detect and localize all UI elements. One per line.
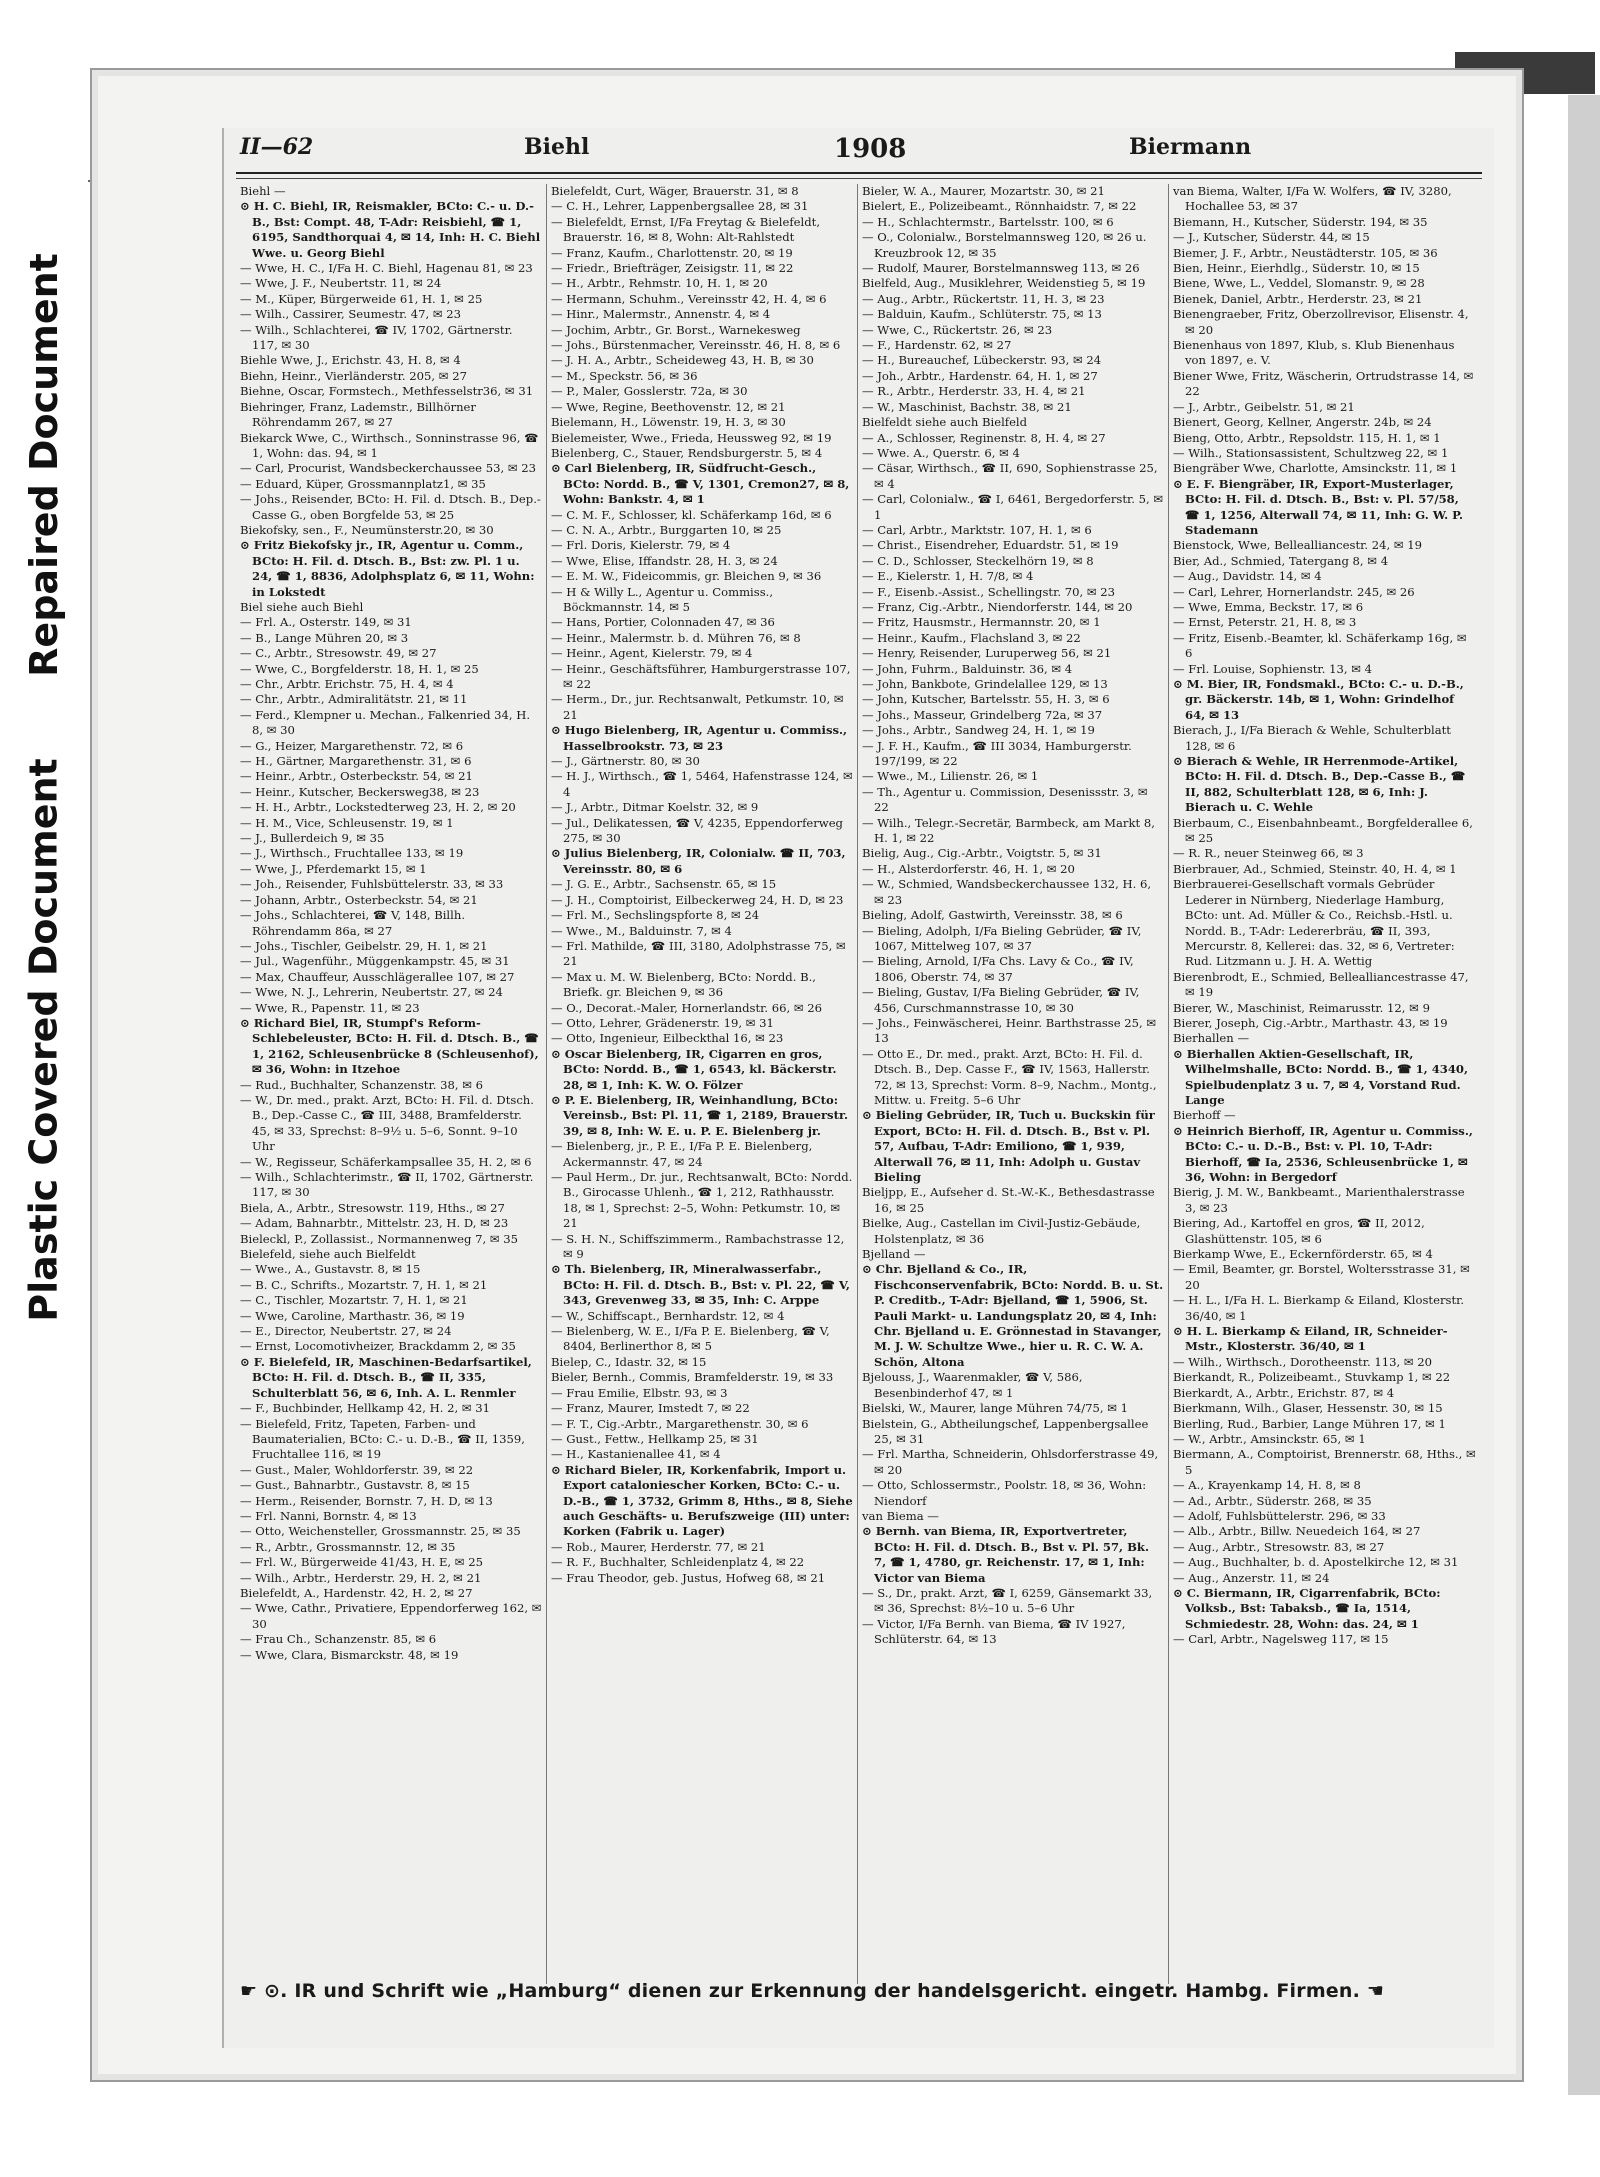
directory-entry: — Carl, Colonialw., ☎ I, 6461, Bergedorferstr. 5, ✉ 1 <box>862 492 1164 522</box>
directory-entry: — J. H., Comptoirist, Eilbeckerweg 24, H. D, ✉ 23 <box>551 892 844 907</box>
directory-entry: Bien, Heinr., Eierhdlg., Süderstr. 10, ✉ 15 <box>1173 261 1420 276</box>
directory-entry: Biehl — <box>240 184 286 198</box>
directory-entry: — W., Schmied, Wandsbeckerchaussee 132, H. 6, ✉ 23 <box>862 877 1152 907</box>
directory-entry: Bielstein, G., Abtheilungschef, Lappenbergsallee 25, ✉ 31 <box>862 1416 1149 1446</box>
directory-entry: — Wilh., Cassirer, Seumestr. 47, ✉ 23 <box>240 307 462 322</box>
directory-entry: — J., Arbtr., Geibelstr. 51, ✉ 21 <box>1173 399 1355 414</box>
directory-entry: — Gust., Bahnarbtr., Gustavstr. 8, ✉ 15 <box>240 1478 470 1493</box>
directory-entry: — Wilh., Stationsassistent, Schultzweg 22, ✉ 1 <box>1173 445 1449 460</box>
directory-entry: — J. F. H., Kaufm., ☎ III 3034, Hamburgerstr. 197/199, ✉ 22 <box>862 738 1132 769</box>
directory-entry: van Biema, Walter, I/Fa W. Wolfers, ☎ IV, 3280, Hochallee 53, ✉ 37 <box>1173 184 1452 214</box>
directory-entry: — Aug., Arbtr., Stresowstr. 83, ✉ 27 <box>1173 1539 1385 1554</box>
directory-entry: ⊙ Bernh. van Biema, IR, Exportvertreter, BCto: H. Fil. d. Dtsch. B., Bst v. Pl. 57, Bk. 7, ☎ 1, 4780, gr. Reichenstr. 17, ✉ 1, Inh: Victor van Biema <box>862 1524 1150 1585</box>
directory-entry: — Chr., Arbtr., Admiralitätstr. 21, ✉ 11 <box>240 692 468 707</box>
directory-entry: — E., Kielerstr. 1, H. 7/8, ✉ 4 <box>862 569 1034 584</box>
directory-entry: — R., Arbtr., Herderstr. 33, H. 4, ✉ 21 <box>862 384 1086 399</box>
directory-entry: Bjelouss, J., Waarenmakler, ☎ V, 586, Besenbinderhof 47, ✉ 1 <box>862 1370 1083 1400</box>
directory-entry: — W., Maschinist, Bachstr. 38, ✉ 21 <box>862 399 1072 414</box>
directory-entry: ⊙ C. Biermann, IR, Cigarrenfabrik, BCto: Volksb., Bst: Tabaksb., ☎ Ia, 1514, Schmiedestr. 28, Wohn: das. 24, ✉ 1 <box>1173 1585 1441 1631</box>
directory-entry: — Franz, Cig.-Arbtr., Niendorferstr. 144, ✉ 20 <box>862 599 1133 614</box>
side-label-repaired-text: Repaired Document <box>22 253 67 677</box>
directory-entry: — Ernst, Locomotivheizer, Brackdamm 2, ✉ 35 <box>240 1339 516 1354</box>
directory-entry: Bienert, Georg, Kellner, Angerstr. 24b, ✉ 24 <box>1173 415 1432 430</box>
directory-entry: Bieljpp, E., Aufseher d. St.-W.-K., Bethesdastrasse 16, ✉ 25 <box>862 1185 1155 1215</box>
directory-entry: — Joh., Reisender, Fuhlsbüttelerstr. 33, ✉ 33 <box>240 877 504 892</box>
side-label-plastic <box>0 758 88 1322</box>
directory-entry: Biengräber Wwe, Charlotte, Amsinckstr. 11, ✉ 1 <box>1173 461 1458 476</box>
directory-entry: Bierling, Rud., Barbier, Lange Mühren 17, ✉ 1 <box>1173 1416 1446 1431</box>
directory-entry: — W., Arbtr., Amsinckstr. 65, ✉ 1 <box>1173 1431 1366 1446</box>
header-right-word: Biermann <box>1129 134 1252 160</box>
directory-entry: — Frau Emilie, Elbstr. 93, ✉ 3 <box>551 1385 728 1400</box>
directory-entry: — M., Speckstr. 56, ✉ 36 <box>551 368 698 383</box>
directory-entry: — Fritz, Hausmstr., Hermannstr. 20, ✉ 1 <box>862 615 1101 630</box>
directory-entry: Bielefeld, siehe auch Bielfeldt <box>240 1247 416 1262</box>
directory-page <box>222 128 1494 2048</box>
column-2 <box>547 184 858 1984</box>
directory-entry: — R. F., Buchhalter, Schleidenplatz 4, ✉ 22 <box>551 1555 805 1570</box>
directory-entry: Bierkamp Wwe, E., Eckernförderstr. 65, ✉ 4 <box>1173 1247 1433 1262</box>
directory-entry: — Franz, Kaufm., Charlottenstr. 20, ✉ 19 <box>551 245 793 260</box>
directory-entry: — Wwe. A., Querstr. 6, ✉ 4 <box>862 445 1020 460</box>
directory-entry: — Aug., Davidstr. 14, ✉ 4 <box>1173 569 1322 584</box>
directory-entry: — Gust., Fettw., Hellkamp 25, ✉ 31 <box>551 1431 759 1446</box>
directory-entry: — J., Wirthsch., Fruchtallee 133, ✉ 19 <box>240 846 464 861</box>
directory-entry: — Bielefeldt, Ernst, I/Fa Freytag & Bielefeldt, Brauerstr. 16, ✉ 8, Wohn: Alt-Rahlstedt <box>551 214 821 245</box>
directory-entry: Bielig, Aug., Cig.-Arbtr., Voigtstr. 5, ✉ 31 <box>862 846 1102 861</box>
directory-entry: Bieler, Bernh., Commis, Bramfelderstr. 19, ✉ 33 <box>551 1370 834 1385</box>
directory-entry: — Wwe, Cathr., Privatiere, Eppendorferweg 162, ✉ 30 <box>240 1601 542 1631</box>
directory-entry: Bielep, C., Idastr. 32, ✉ 15 <box>551 1354 707 1369</box>
directory-entry: Bielfeldt siehe auch Bielfeld <box>862 415 1028 430</box>
directory-entry: — Bielenberg, W. E., I/Fa P. E. Bielenberg, ☎ V, 8404, Berlinerthor 8, ✉ 5 <box>551 1324 830 1354</box>
directory-entry: — Adolf, Fuhlsbüttelerstr. 296, ✉ 33 <box>1173 1508 1386 1523</box>
directory-entry: Biemann, H., Kutscher, Süderstr. 194, ✉ 35 <box>1173 214 1428 229</box>
directory-entry: Bierkandt, R., Polizeibeamt., Stuvkamp 1, ✉ 22 <box>1173 1370 1451 1385</box>
directory-entry: Bielski, W., Maurer, lange Mühren 74/75, ✉ 1 <box>862 1401 1129 1416</box>
directory-entry: — J., Kutscher, Süderstr. 44, ✉ 15 <box>1173 230 1370 245</box>
directory-entry: — Jochim, Arbtr., Gr. Borst., Warnekesweg <box>551 322 801 337</box>
directory-entry: — H & Willy L., Agentur u. Commiss., Böckmannstr. 14, ✉ 5 <box>551 584 774 614</box>
directory-entry: — Wilh., Wirthsch., Dorotheenstr. 113, ✉ 20 <box>1173 1354 1432 1369</box>
directory-entry: — H., Kastanienallee 41, ✉ 4 <box>551 1447 721 1462</box>
directory-entry: ⊙ Fritz Biekofsky jr., IR, Agentur u. Comm., BCto: H. Fil. d. Dtsch. B., Bst: zw. Pl. 1 u. 24, ☎ 1, 8836, Adolphsplatz 6, ✉ 11, Wohn: in Lokstedt <box>240 538 535 599</box>
directory-entry: Bielemeister, Wwe., Frieda, Heussweg 92, ✉ 19 <box>551 430 832 445</box>
directory-entry: — Alb., Arbtr., Billw. Neuedeich 164, ✉ 27 <box>1173 1524 1421 1539</box>
header-year: 1908 <box>834 134 907 164</box>
directory-entry: — Bielefeld, Fritz, Tapeten, Farben- und Baumaterialien, BCto: C.- u. D.-B., ☎ II, 1359, Fruchtallee 116, ✉ 19 <box>240 1416 525 1462</box>
directory-entry: — Bieling, Gustav, I/Fa Bieling Gebrüder, ☎ IV, 456, Curschmannstrasse 10, ✉ 30 <box>862 985 1140 1015</box>
directory-entry: — Wwe, J., Pferdemarkt 15, ✉ 1 <box>240 861 427 876</box>
directory-entry: — W., Schiffscapt., Bernhardstr. 12, ✉ 4 <box>551 1308 785 1323</box>
directory-entry: — E., Director, Neubertstr. 27, ✉ 24 <box>240 1324 452 1339</box>
directory-entry: — C. H., Lehrer, Lappenbergsallee 28, ✉ 31 <box>551 199 809 214</box>
directory-entry: — Emil, Beamter, gr. Borstel, Woltersstrasse 31, ✉ 20 <box>1173 1262 1470 1292</box>
directory-entry: Biehle Wwe, J., Erichstr. 43, H. 8, ✉ 4 <box>240 353 461 368</box>
directory-entry: — Rudolf, Maurer, Borstelmannsweg 113, ✉ 26 <box>862 261 1140 276</box>
directory-entry: — Hinr., Malermstr., Annenstr. 4, ✉ 4 <box>551 307 771 322</box>
directory-entry: — Carl, Procurist, Wandsbeckerchaussee 53, ✉ 23 <box>240 461 536 476</box>
directory-entry: — R., Arbtr., Grossmannstr. 12, ✉ 35 <box>240 1539 456 1554</box>
directory-entry: Bieling, Adolf, Gastwirth, Vereinsstr. 38, ✉ 6 <box>862 908 1123 923</box>
directory-entry: — W., Dr. med., prakt. Arzt, BCto: H. Fil. d. Dtsch. B., Dep.-Casse C., ☎ III, 3488, Bramfelderstr. 45, ✉ 33, Sprechst: 8–9½ u. 5–6, Sonnt. 9–10 Uhr <box>240 1092 534 1154</box>
directory-entry: — Wwe, Clara, Bismarckstr. 48, ✉ 19 <box>240 1647 459 1662</box>
directory-entry: — P., Maler, Gosslerstr. 72a, ✉ 30 <box>551 384 748 399</box>
directory-entry: — Aug., Buchhalter, b. d. Apostelkirche 12, ✉ 31 <box>1173 1555 1459 1570</box>
directory-entry: — S. H. N., Schiffszimmerm., Rambachstrasse 12, ✉ 9 <box>551 1231 845 1262</box>
directory-entry: — Ad., Arbtr., Süderstr. 268, ✉ 35 <box>1173 1493 1372 1508</box>
page-number: II—62 <box>240 134 314 160</box>
header-rule-thin <box>236 178 1482 179</box>
directory-entry: Bienstock, Wwe, Bellealliancestr. 24, ✉ 19 <box>1173 538 1423 553</box>
directory-entry: — Eduard, Küper, Grossmannplatz1, ✉ 35 <box>240 476 486 491</box>
directory-entry: — Wwe, Elise, Iffandstr. 28, H. 3, ✉ 24 <box>551 553 778 568</box>
directory-entry: — Otto, Lehrer, Grädenerstr. 19, ✉ 31 <box>551 1015 774 1030</box>
directory-entry: — B., Lange Mühren 20, ✉ 3 <box>240 630 409 645</box>
directory-entry: — F. T., Cig.-Arbtr., Margarethenstr. 30, ✉ 6 <box>551 1416 809 1431</box>
directory-entry: — J., Arbtr., Ditmar Koelstr. 32, ✉ 9 <box>551 800 759 815</box>
side-label-repaired <box>0 175 88 755</box>
directory-entry: — Ernst, Peterstr. 21, H. 8, ✉ 3 <box>1173 615 1357 630</box>
directory-entry: — Frau Theodor, geb. Justus, Hofweg 68, ✉ 21 <box>551 1570 826 1585</box>
page-footer: ☛ ⊙. IR und Schrift wie „Hamburg“ dienen zur Erkennung der handelsgericht. eingetr. Hambg. Firmen. ☚ <box>240 1980 1385 2002</box>
directory-entry: — C., Arbtr., Stresowstr. 49, ✉ 27 <box>240 646 437 661</box>
directory-entry: — C. M. F., Schlosser, kl. Schäferkamp 16d, ✉ 6 <box>551 507 832 522</box>
directory-entry: — J., Bullerdeich 9, ✉ 35 <box>240 831 385 846</box>
directory-entry: — Heinr., Malermstr. b. d. Mühren 76, ✉ 8 <box>551 630 801 645</box>
directory-entry: — Frl. Doris, Kielerstr. 79, ✉ 4 <box>551 538 731 553</box>
directory-entry: — Otto E., Dr. med., prakt. Arzt, BCto: H. Fil. d. Dtsch. B., Dep. Casse F., ☎ IV, 1563, Hallerstr. 72, ✉ 13, Sprechst: Vorm. 8–9, Nachm., Montg., Mittw. u. Freitg. 5–6 Uhr <box>862 1046 1157 1107</box>
directory-entry: Biela, A., Arbtr., Stresowstr. 119, Hths., ✉ 27 <box>240 1200 505 1215</box>
directory-entry: ⊙ H. C. Biehl, IR, Reismakler, BCto: C.- u. D.-B., Bst: Compt. 48, T-Adr: Reisbiehl, ☎ 1, 6195, Sandthorquai 4, ✉ 14, Inh: H. C. Biehl Wwe. u. Georg Biehl <box>240 199 541 260</box>
directory-entry: — Heinr., Kaufm., Flachsland 3, ✉ 22 <box>862 630 1081 645</box>
directory-entry: — Johs., Arbtr., Sandweg 24, H. 1, ✉ 19 <box>862 723 1095 738</box>
directory-entry: — Th., Agentur u. Commission, Desenissstr. 3, ✉ 22 <box>862 784 1148 815</box>
directory-entry: — Aug., Arbtr., Rückertstr. 11, H. 3, ✉ 23 <box>862 291 1105 306</box>
directory-entry: Bierkardt, A., Arbtr., Erichstr. 87, ✉ 4 <box>1173 1385 1395 1400</box>
directory-entry: ⊙ Bierhallen Aktien-Gesellschaft, IR, Wilhelmshalle, BCto: Nordd. B., ☎ 1, 4340, Spielbudenplatz 3 u. 7, ✉ 4, Vorstand Rud. Lange <box>1173 1046 1469 1107</box>
directory-entry: Bielke, Aug., Castellan im Civil-Justiz-Gebäude, Holstenplatz, ✉ 36 <box>862 1216 1141 1246</box>
directory-entry: — Frl. M., Sechslingspforte 8, ✉ 24 <box>551 908 760 923</box>
directory-entry: — Chr., Arbtr. Erichstr. 75, H. 4, ✉ 4 <box>240 677 454 691</box>
directory-entry: — F., Hardenstr. 62, ✉ 27 <box>862 338 1012 353</box>
directory-entry: Bierkmann, Wilh., Glaser, Hessenstr. 30, ✉ 15 <box>1173 1401 1443 1416</box>
directory-entry: — Rob., Maurer, Herderstr. 77, ✉ 21 <box>551 1539 766 1554</box>
directory-entry: — Wwe, J. F., Neubertstr. 11, ✉ 24 <box>240 276 442 291</box>
directory-entry: Bierig, J. M. W., Bankbeamt., Marienthalerstrasse 3, ✉ 23 <box>1173 1185 1465 1215</box>
directory-entry: — Max, Chauffeur, Ausschlägerallee 107, ✉ 27 <box>240 969 515 984</box>
directory-entry: ⊙ F. Bielefeld, IR, Maschinen-Bedarfsartikel, BCto: H. Fil. d. Dtsch. B., ☎ II, 335, Schulterblatt 56, ✉ 6, Inh. A. L. Renmler <box>240 1354 532 1400</box>
directory-entry: — Heinr., Arbtr., Osterbeckstr. 54, ✉ 21 <box>240 769 473 784</box>
directory-entry: — Frl. A., Osterstr. 149, ✉ 31 <box>240 615 412 630</box>
directory-entry: — Rud., Buchhalter, Schanzenstr. 38, ✉ 6 <box>240 1077 484 1092</box>
directory-entry: — Adam, Bahnarbtr., Mittelstr. 23, H. D, ✉ 23 <box>240 1216 509 1231</box>
directory-entry: — Friedr., Briefträger, Zeisigstr. 11, ✉ 22 <box>551 261 794 276</box>
directory-entry: Bierach, J., I/Fa Bierach & Wehle, Schulterblatt 128, ✉ 6 <box>1173 723 1451 753</box>
directory-entry: ⊙ Hugo Bielenberg, IR, Agentur u. Commiss., Hasselbrookstr. 73, ✉ 23 <box>551 723 848 753</box>
directory-entry: ⊙ Bierach & Wehle, IR Herrenmode-Artikel, BCto: H. Fil. d. Dtsch. B., Dep.-Casse B., ☎ II, 882, Schulterblatt 128, ✉ 6, Inh: J. Bierach u. C. Wehle <box>1173 754 1466 815</box>
directory-entry: Biemer, J. F., Arbtr., Neustädterstr. 105, ✉ 36 <box>1173 245 1438 260</box>
directory-entry: — Wwe, C., Borgfelderstr. 18, H. 1, ✉ 25 <box>240 661 479 676</box>
directory-entry: Bieler, W. A., Maurer, Mozartstr. 30, ✉ 21 <box>862 184 1105 198</box>
directory-entry: — Wwe, R., Papenstr. 11, ✉ 23 <box>240 1000 420 1015</box>
directory-entry: ⊙ M. Bier, IR, Fondsmakl., BCto: C.- u. D.-B., gr. Bäckerstr. 14b, ✉ 1, Wohn: Grindelhof 64, ✉ 13 <box>1173 677 1464 722</box>
directory-entry: — J., Gärtnerstr. 80, ✉ 30 <box>551 754 700 769</box>
directory-entry: — Heinr., Agent, Kielerstr. 79, ✉ 4 <box>551 646 753 661</box>
column-3 <box>858 184 1169 1984</box>
directory-entry: — C. D., Schlosser, Steckelhörn 19, ✉ 8 <box>862 553 1094 568</box>
directory-entry: — Frl. Nanni, Bornstr. 4, ✉ 13 <box>240 1508 417 1523</box>
directory-entry: — G., Heizer, Margarethenstr. 72, ✉ 6 <box>240 738 464 753</box>
directory-entry: Biermann, A., Comptoirist, Brennerstr. 68, Hths., ✉ 5 <box>1173 1447 1476 1477</box>
directory-entry: Bierhoff — <box>1173 1108 1236 1123</box>
directory-entry: ⊙ Heinrich Bierhoff, IR, Agentur u. Commiss., BCto: C.- u. D.-B., Bst: v. Pl. 10, T-Adr: Bierhoff, ☎ Ia, 2536, Schleusenbrücke 1, ✉ 36, Wohn: in Bergedorf <box>1173 1123 1473 1184</box>
directory-entry: — F., Eisenb.-Assist., Schellingstr. 70, ✉ 23 <box>862 584 1115 599</box>
directory-entry: — Cäsar, Wirthsch., ☎ II, 690, Sophienstrasse 25, ✉ 4 <box>862 461 1158 491</box>
directory-entry: — Frl. Martha, Schneiderin, Ohlsdorferstrasse 49, ✉ 20 <box>862 1447 1159 1477</box>
directory-entry: Bielert, E., Polizeibeamt., Rönnhaidstr. 7, ✉ 22 <box>862 199 1137 214</box>
directory-entry: — A., Schlosser, Reginenstr. 8, H. 4, ✉ 27 <box>862 430 1106 445</box>
directory-entry: — Frl. W., Bürgerweide 41/43, H. E, ✉ 25 <box>240 1555 483 1570</box>
directory-entry: ⊙ P. E. Bielenberg, IR, Weinhandlung, BCto: Vereinsb., Bst: Pl. 11, ☎ 1, 2189, Brauerstr. 39, ✉ 8, Inh: W. E. u. P. E. Bielenberg jr. <box>551 1092 849 1138</box>
directory-entry: — Wwe., A., Gustavstr. 8, ✉ 15 <box>240 1262 421 1277</box>
directory-entry: Bierbaum, C., Eisenbahnbeamt., Borgfelderallee 6, ✉ 25 <box>1173 815 1473 846</box>
directory-entry: — Frl. Mathilde, ☎ III, 3180, Adolphstrasse 75, ✉ 21 <box>551 938 846 969</box>
directory-entry: Bielemann, H., Löwenstr. 19, H. 3, ✉ 30 <box>551 415 786 430</box>
directory-entry: — Johann, Arbtr., Osterbeckstr. 54, ✉ 21 <box>240 892 478 907</box>
directory-entry: Bier, Ad., Schmied, Tatergang 8, ✉ 4 <box>1173 553 1389 568</box>
directory-entry: — H., Alsterdorferstr. 46, H. 1, ✉ 20 <box>862 861 1075 876</box>
column-1 <box>236 184 547 1984</box>
directory-entry: ⊙ Richard Biel, IR, Stumpf's Reform-Schlebeleuster, BCto: H. Fil. d. Dtsch. B., ☎ 1, 2162, Schleusenbrücke 8 (Schleusenhof), ✉ 36, Wohn: in Itzehoe <box>240 1015 539 1077</box>
directory-entry: — Wilh., Telegr.-Secretär, Barmbeck, am Markt 8, H. 1, ✉ 22 <box>862 815 1155 846</box>
directory-entry: — Jul., Delikatessen, ☎ V, 4235, Eppendorferweg 275, ✉ 30 <box>551 815 843 846</box>
directory-entry: Bjelland — <box>862 1247 926 1262</box>
directory-entry: — Herm., Dr., jur. Rechtsanwalt, Petkumstr. 10, ✉ 21 <box>551 692 844 722</box>
directory-entry: — H., Gärtner, Margarethenstr. 31, ✉ 6 <box>240 754 472 769</box>
directory-entry: ⊙ Julius Bielenberg, IR, Colonialw. ☎ II, 703, Vereinsstr. 80, ✉ 6 <box>551 846 846 876</box>
directory-entry: — Frl. Louise, Sophienstr. 13, ✉ 4 <box>1173 661 1372 676</box>
directory-entry: — Frau Ch., Schanzenstr. 85, ✉ 6 <box>240 1632 437 1647</box>
directory-entry: — Herm., Reisender, Bornstr. 7, H. D, ✉ 13 <box>240 1493 493 1508</box>
directory-entry: ⊙ Carl Bielenberg, IR, Südfrucht-Gesch., BCto: Nordd. B., ☎ V, 1301, Cremon27, ✉ 8, Wohn: Bankstr. 4, ✉ 1 <box>551 461 850 507</box>
directory-entry: ⊙ H. L. Bierkamp & Eiland, IR, Schneider-Mstr., Klosterstr. 36/40, ✉ 1 <box>1173 1324 1448 1354</box>
directory-entry: — Franz, Maurer, Imstedt 7, ✉ 22 <box>551 1401 750 1416</box>
directory-entry: — Wwe, Regine, Beethovenstr. 12, ✉ 21 <box>551 399 786 414</box>
directory-entry: — R. R., neuer Steinweg 66, ✉ 3 <box>1173 846 1364 861</box>
directory-entry: — Gust., Maler, Wohldorferstr. 39, ✉ 22 <box>240 1462 474 1477</box>
directory-entry: — Otto, Schlossermstr., Poolstr. 18, ✉ 36, Wohn: Niendorf <box>862 1478 1147 1508</box>
directory-entry: — A., Krayenkamp 14, H. 8, ✉ 8 <box>1173 1478 1361 1493</box>
directory-entry: — Johs., Reisender, BCto: H. Fil. d. Dtsch. B., Dep.-Casse G., oben Borgfelde 53, ✉ 25 <box>240 492 541 522</box>
directory-entry: — H., Schlachtermstr., Bartelsstr. 100, ✉ 6 <box>862 214 1114 229</box>
directory-entry: — Wilh., Schlachterei, ☎ IV, 1702, Gärtnerstr. 117, ✉ 30 <box>240 322 513 353</box>
directory-entry: — Wwe., M., Balduinstr. 7, ✉ 4 <box>551 923 732 938</box>
directory-entry: ⊙ E. F. Biengräber, IR, Export-Musterlager, BCto: H. Fil. d. Dtsch. B., Bst: v. Pl. 57/58, ☎ 1, 1256, Alterwall 74, ✉ 11, Inh: G. W. P. Stademann <box>1173 476 1463 537</box>
directory-entry: — B. C., Schrifts., Mozartstr. 7, H. 1, ✉ 21 <box>240 1277 488 1292</box>
directory-entry: — Victor, I/Fa Bernh. van Biema, ☎ IV 1927, Schlüterstr. 64, ✉ 13 <box>862 1616 1126 1647</box>
directory-entry: — Johs., Feinwäscherei, Heinr. Barthstrasse 25, ✉ 13 <box>862 1015 1157 1046</box>
directory-entry: — Fritz, Eisenb.-Beamter, kl. Schäferkamp 16g, ✉ 6 <box>1173 630 1467 661</box>
directory-entry: — H. J., Wirthsch., ☎ 1, 5464, Hafenstrasse 124, ✉ 4 <box>551 769 853 799</box>
directory-entry: — Christ., Eisendreher, Eduardstr. 51, ✉ 19 <box>862 538 1119 553</box>
header-left-word: Biehl <box>524 134 590 160</box>
directory-entry: — Carl, Arbtr., Nagelsweg 117, ✉ 15 <box>1173 1632 1389 1647</box>
directory-entry: — John, Kutscher, Bartelsstr. 55, H. 3, ✉ 6 <box>862 692 1110 707</box>
directory-entry: Bielenberg, C., Stauer, Rendsburgerstr. 5, ✉ 4 <box>551 445 823 460</box>
directory-entry: — Johs., Schlachterei, ☎ V, 148, Billh. Röhrendamm 86a, ✉ 27 <box>240 908 466 938</box>
directory-entry: — J. G. E., Arbtr., Sachsenstr. 65, ✉ 15 <box>551 877 777 892</box>
directory-entry: — W., Regisseur, Schäferkampsallee 35, H. 2, ✉ 6 <box>240 1154 532 1169</box>
directory-entry: Bienenhaus von 1897, Klub, s. Klub Bienenhaus von 1897, e. V. <box>1173 338 1455 368</box>
directory-entry: — C. N. A., Arbtr., Burggarten 10, ✉ 25 <box>551 522 782 537</box>
entry-columns <box>236 184 1482 1984</box>
directory-entry: — Wilh., Schlachterimstr., ☎ II, 1702, Gärtnerstr. 117, ✉ 30 <box>240 1170 534 1200</box>
directory-entry: Biener Wwe, Fritz, Wäscherin, Ortrudstrasse 14, ✉ 22 <box>1173 368 1474 399</box>
directory-entry: Biehringer, Franz, Lademstr., Billhörner Röhrendamm 267, ✉ 27 <box>240 399 476 430</box>
directory-entry: — Wwe., M., Lilienstr. 26, ✉ 1 <box>862 769 1039 784</box>
directory-entry: — Johs., Tischler, Geibelstr. 29, H. 1, ✉ 21 <box>240 938 488 953</box>
directory-entry: — Bieling, Adolph, I/Fa Bieling Gebrüder, ☎ IV, 1067, Mittelweg 107, ✉ 37 <box>862 923 1142 953</box>
directory-entry: — F., Buchbinder, Hellkamp 42, H. 2, ✉ 31 <box>240 1401 490 1416</box>
directory-entry: Bierhallen — <box>1173 1031 1250 1046</box>
directory-entry: Bierbrauerei-Gesellschaft vormals Gebrüder Lederer in Nürnberg, Niederlage Hamburg, BCto: unt. Ad. Müller & Co., Reichsb.-Hstl. u. Nordd. B., T-Adr: Ledererbräu, ☎ II, 393, Mercurstr. 8, Kellerei: das. 32, ✉ 6, Vertreter: Rud. Litzmann u. J. H. A. Wettig <box>1173 877 1455 969</box>
page-header <box>224 134 1494 170</box>
directory-entry: — O., Colonialw., Borstelmannsweg 120, ✉ 26 u. Kreuzbrook 12, ✉ 35 <box>862 230 1147 260</box>
directory-entry: Bierenbrodt, E., Schmied, Bellealliancestrasse 47, ✉ 19 <box>1173 969 1469 1000</box>
directory-entry: Biekarck Wwe, C., Wirthsch., Sonninstrasse 96, ☎ 1, Wohn: das. 94, ✉ 1 <box>240 430 539 460</box>
directory-entry: Bieng, Otto, Arbtr., Repsoldstr. 115, H. 1, ✉ 1 <box>1173 430 1441 445</box>
directory-entry: — Johs., Masseur, Grindelberg 72a, ✉ 37 <box>862 707 1103 722</box>
directory-entry: — Otto, Ingenieur, Eilbeckthal 16, ✉ 23 <box>551 1031 784 1046</box>
directory-entry: — Wwe, Emma, Beckstr. 17, ✉ 6 <box>1173 599 1364 614</box>
directory-entry: — Hermann, Schuhm., Vereinsstr 42, H. 4, ✉ 6 <box>551 291 827 306</box>
directory-entry: ⊙ Chr. Bjelland & Co., IR, Fischconservenfabrik, BCto: Nordd. B. u. St. P. Creditb., T-Adr: Bjelland, ☎ 1, 5906, St. Pauli Markt- u. Landungsplatz 20, ✉ 4, Inh: Chr. Bjelland u. E. Grönnestad in Stavanger, M. J. W. Schultze Wwe., hier u. R. C. W. A. Schön, Altona <box>862 1262 1164 1369</box>
directory-entry: — S., Dr., prakt. Arzt, ☎ I, 6259, Gänsemarkt 33, ✉ 36, Sprechst: 8½–10 u. 5–6 Uhr <box>862 1585 1153 1616</box>
directory-entry: — Heinr., Geschäftsführer, Hamburgerstrasse 107, ✉ 22 <box>551 661 851 691</box>
directory-entry: — J. H. A., Arbtr., Scheideweg 43, H. B, ✉ 30 <box>551 353 814 368</box>
directory-entry: Bierbrauer, Ad., Schmied, Steinstr. 40, H. 4, ✉ 1 <box>1173 861 1457 876</box>
directory-entry: — H., Arbtr., Rehmstr. 10, H. 1, ✉ 20 <box>551 276 768 291</box>
directory-entry: — Otto, Weichensteller, Grossmannstr. 25, ✉ 35 <box>240 1524 521 1539</box>
side-label-plastic-text: Plastic Covered Document <box>22 758 67 1322</box>
directory-entry: Bienengraeber, Fritz, Oberzollrevisor, Elisenstr. 4, ✉ 20 <box>1173 307 1469 337</box>
directory-entry: — Paul Herm., Dr. jur., Rechtsanwalt, BCto: Nordd. B., Girocasse Uhlenh., ☎ 1, 212, Rathhausstr. 18, ✉ 1, Sprechst: 2–5, Wohn: Petkumstr. 10, ✉ 21 <box>551 1170 853 1231</box>
directory-entry: Bielfeld, Aug., Musiklehrer, Weidenstieg 5, ✉ 19 <box>862 276 1146 291</box>
directory-entry: — H. H., Arbtr., Lockstedterweg 23, H. 2, ✉ 20 <box>240 800 516 815</box>
directory-entry: — Balduin, Kaufm., Schlüterstr. 75, ✉ 13 <box>862 307 1102 322</box>
directory-entry: van Biema — <box>862 1508 939 1523</box>
directory-entry: — Ferd., Klempner u. Mechan., Falkenried 34, H. 8, ✉ 30 <box>240 707 531 738</box>
directory-entry: — Henry, Reisender, Luruperweg 56, ✉ 21 <box>862 646 1112 661</box>
directory-entry: — John, Bankbote, Grindelallee 129, ✉ 13 <box>862 677 1108 691</box>
directory-entry: ⊙ Th. Bielenberg, IR, Mineralwasserfabr., BCto: H. Fil. d. Dtsch. B., Bst: v. Pl. 22, ☎ V, 343, Grevenweg 33, ✉ 35, Inh: C. Arppe <box>551 1262 850 1308</box>
directory-entry: — Jul., Wagenführ., Müggenkampstr. 45, ✉ 31 <box>240 954 510 969</box>
header-rule <box>236 172 1482 174</box>
directory-entry: — E. M. W., Fideicommis, gr. Bleichen 9, ✉ 36 <box>551 569 822 584</box>
directory-entry: Bielefeldt, Curt, Wäger, Brauerstr. 31, ✉ 8 <box>551 184 799 198</box>
directory-entry: ⊙ Oscar Bielenberg, IR, Cigarren en gros, BCto: Nordd. B., ☎ 1, 6543, kl. Bäckerstr. 28, ✉ 1, Inh: K. W. O. Fölzer <box>551 1046 837 1092</box>
directory-entry: Biel siehe auch Biehl <box>240 599 364 614</box>
directory-entry: — Wwe, H. C., I/Fa H. C. Biehl, Hagenau 81, ✉ 23 <box>240 261 533 276</box>
directory-entry: — M., Küper, Bürgerweide 61, H. 1, ✉ 25 <box>240 291 483 306</box>
directory-entry: — Johs., Bürstenmacher, Vereinsstr. 46, H. 8, ✉ 6 <box>551 338 841 353</box>
directory-entry: — Hans, Portier, Colonnaden 47, ✉ 36 <box>551 615 775 630</box>
directory-entry: — John, Fuhrm., Balduinstr. 36, ✉ 4 <box>862 661 1073 676</box>
directory-entry: — Bielenberg, jr., P. E., I/Fa P. E. Bielenberg, Ackermannstr. 47, ✉ 24 <box>551 1139 813 1169</box>
directory-entry: Bienek, Daniel, Arbtr., Herderstr. 23, ✉ 21 <box>1173 291 1423 306</box>
directory-entry: — Joh., Arbtr., Hardenstr. 64, H. 1, ✉ 27 <box>862 368 1098 383</box>
directory-entry: Bieleckl, P., Zollassist., Normannenweg 7, ✉ 35 <box>240 1231 519 1246</box>
directory-entry: — Aug., Anzerstr. 11, ✉ 24 <box>1173 1570 1330 1585</box>
directory-entry: — Wwe, N. J., Lehrerin, Neubertstr. 27, ✉ 24 <box>240 985 503 1000</box>
directory-entry: Bielefeldt, A., Hardenstr. 42, H. 2, ✉ 27 <box>240 1585 473 1600</box>
directory-entry: Biehn, Heinr., Vierländerstr. 205, ✉ 27 <box>240 368 467 383</box>
directory-entry: — Bieling, Arnold, I/Fa Chs. Lavy & Co., ☎ IV, 1806, Oberstr. 74, ✉ 37 <box>862 954 1134 984</box>
scan-edge-strip <box>1568 95 1600 2095</box>
directory-entry: — Max u. M. W. Bielenberg, BCto: Nordd. B., Briefk. gr. Bleichen 9, ✉ 36 <box>551 969 816 1000</box>
directory-entry: — Wwe, Caroline, Marthastr. 36, ✉ 19 <box>240 1308 465 1323</box>
directory-entry: — H., Bureauchef, Lübeckerstr. 93, ✉ 24 <box>862 353 1102 368</box>
directory-entry: ⊙ Bieling Gebrüder, IR, Tuch u. Buckskin für Export, BCto: H. Fil. d. Dtsch. B., Bst v. Pl. 57, Aufbau, T-Adr: Emiliono, ☎ 1, 939, Alterwall 76, ✉ 11, Inh: Adolph u. Gustav Bieling <box>862 1108 1155 1184</box>
directory-entry: — Heinr., Kutscher, Beckersweg38, ✉ 23 <box>240 784 480 799</box>
directory-entry: — C., Tischler, Mozartstr. 7, H. 1, ✉ 21 <box>240 1293 468 1308</box>
directory-entry: ⊙ Richard Bieler, IR, Korkenfabrik, Import u. Export cataloniescher Korken, BCto: C.- u. D.-B., ☎ 1, 3732, Grimm 8, Hths., ✉ 8, Siehe auch Geschäfts- u. Berufszweige (III) unter: Korken (Fabrik u. Lager) <box>551 1462 853 1539</box>
directory-entry: Biekofsky, sen., F., Neumünsterstr.20, ✉ 30 <box>240 522 494 537</box>
directory-entry: — Carl, Arbtr., Marktstr. 107, H. 1, ✉ 6 <box>862 522 1092 537</box>
directory-entry: Bierer, W., Maschinist, Reimarusstr. 12, ✉ 9 <box>1173 1000 1430 1015</box>
directory-entry: — O., Decorat.-Maler, Hornerlandstr. 66, ✉ 26 <box>551 1000 823 1015</box>
directory-entry: — H. M., Vice, Schleusenstr. 19, ✉ 1 <box>240 815 454 830</box>
directory-entry: — Carl, Lehrer, Hornerlandstr. 245, ✉ 26 <box>1173 584 1415 599</box>
directory-entry: — H. L., I/Fa H. L. Bierkamp & Eiland, Klosterstr. 36/40, ✉ 1 <box>1173 1293 1465 1323</box>
directory-entry: Bierer, Joseph, Cig.-Arbtr., Marthastr. 43, ✉ 19 <box>1173 1015 1448 1030</box>
column-4 <box>1169 184 1480 1984</box>
directory-entry: Biering, Ad., Kartoffel en gros, ☎ II, 2012, Glashüttenstr. 105, ✉ 6 <box>1173 1216 1425 1246</box>
directory-entry: Biene, Wwe, L., Veddel, Slomanstr. 9, ✉ 28 <box>1173 276 1425 291</box>
directory-entry: — Wwe, C., Rückertstr. 26, ✉ 23 <box>862 322 1053 337</box>
directory-entry: — Wilh., Arbtr., Herderstr. 29, H. 2, ✉ 21 <box>240 1570 482 1585</box>
directory-entry: Biehne, Oscar, Formstech., Methfesselstr36, ✉ 31 <box>240 384 534 399</box>
